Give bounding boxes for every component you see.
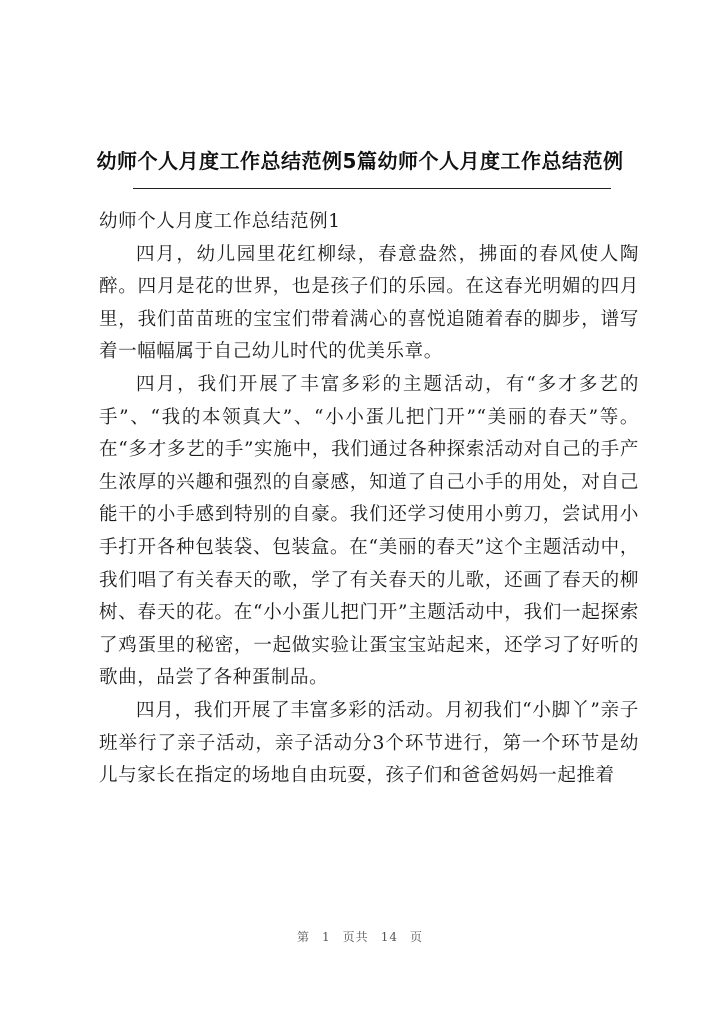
footer-total-pages: 14 <box>380 930 398 944</box>
footer-middle: 页共 <box>342 930 369 944</box>
paragraph-3: 四月，我们开展了丰富多彩的活动。月初我们“小脚丫”亲子班举行了亲子活动，亲子活动分3个环节进行，第一个环节是幼儿与家长在指定的场地自由玩耍，孩子们和爸爸妈妈一起推着 <box>99 699 639 787</box>
document-title: 幼师个人月度工作总结范例5篇幼师个人月度工作总结范例 <box>96 149 624 173</box>
page-footer <box>0 928 720 945</box>
title-divider <box>133 188 611 189</box>
footer-current-page: 1 <box>322 930 331 944</box>
footer-suffix: 页 <box>409 930 423 944</box>
section-heading: 幼师个人月度工作总结范例1 <box>99 211 341 232</box>
paragraph-1: 四月，幼儿园里花红柳绿，春意盎然，拂面的春风使人陶醉。四月是花的世界，也是孩子们的乐园。在这春光明媚的四月里，我们苗苗班的宝宝们带着满心的喜悦追随着春的脚步，谱写着一幅幅属于自己幼儿时代的优美乐章。 <box>99 243 639 363</box>
footer-prefix: 第 <box>297 930 311 944</box>
document-body <box>99 206 639 793</box>
paragraph-2: 四月，我们开展了丰富多彩的主题活动，有“多才多艺的手”、“我的本领真大”、“小小蛋儿把门开”“美丽的春天”等。在“多才多艺的手”实施中，我们通过各种探索活动对自己的手产生浓厚的兴趣和强烈的自豪感，知道了自己小手的用处，对自己能干的小手感到特别的自豪。我们还学习使用小剪刀，尝试用小手打开各种包装袋、包装盒。在“美丽的春天”这个主题活动中，我们唱了有关春天的歌，学了有关春天的儿歌，还画了春天的柳树、春天的花。在“小小蛋儿把门开”主题活动中，我们一起探索了鸡蛋里的秘密，一起做实验让蛋宝宝站起来，还学习了好听的歌曲，品尝了各种蛋制品。 <box>99 373 639 689</box>
